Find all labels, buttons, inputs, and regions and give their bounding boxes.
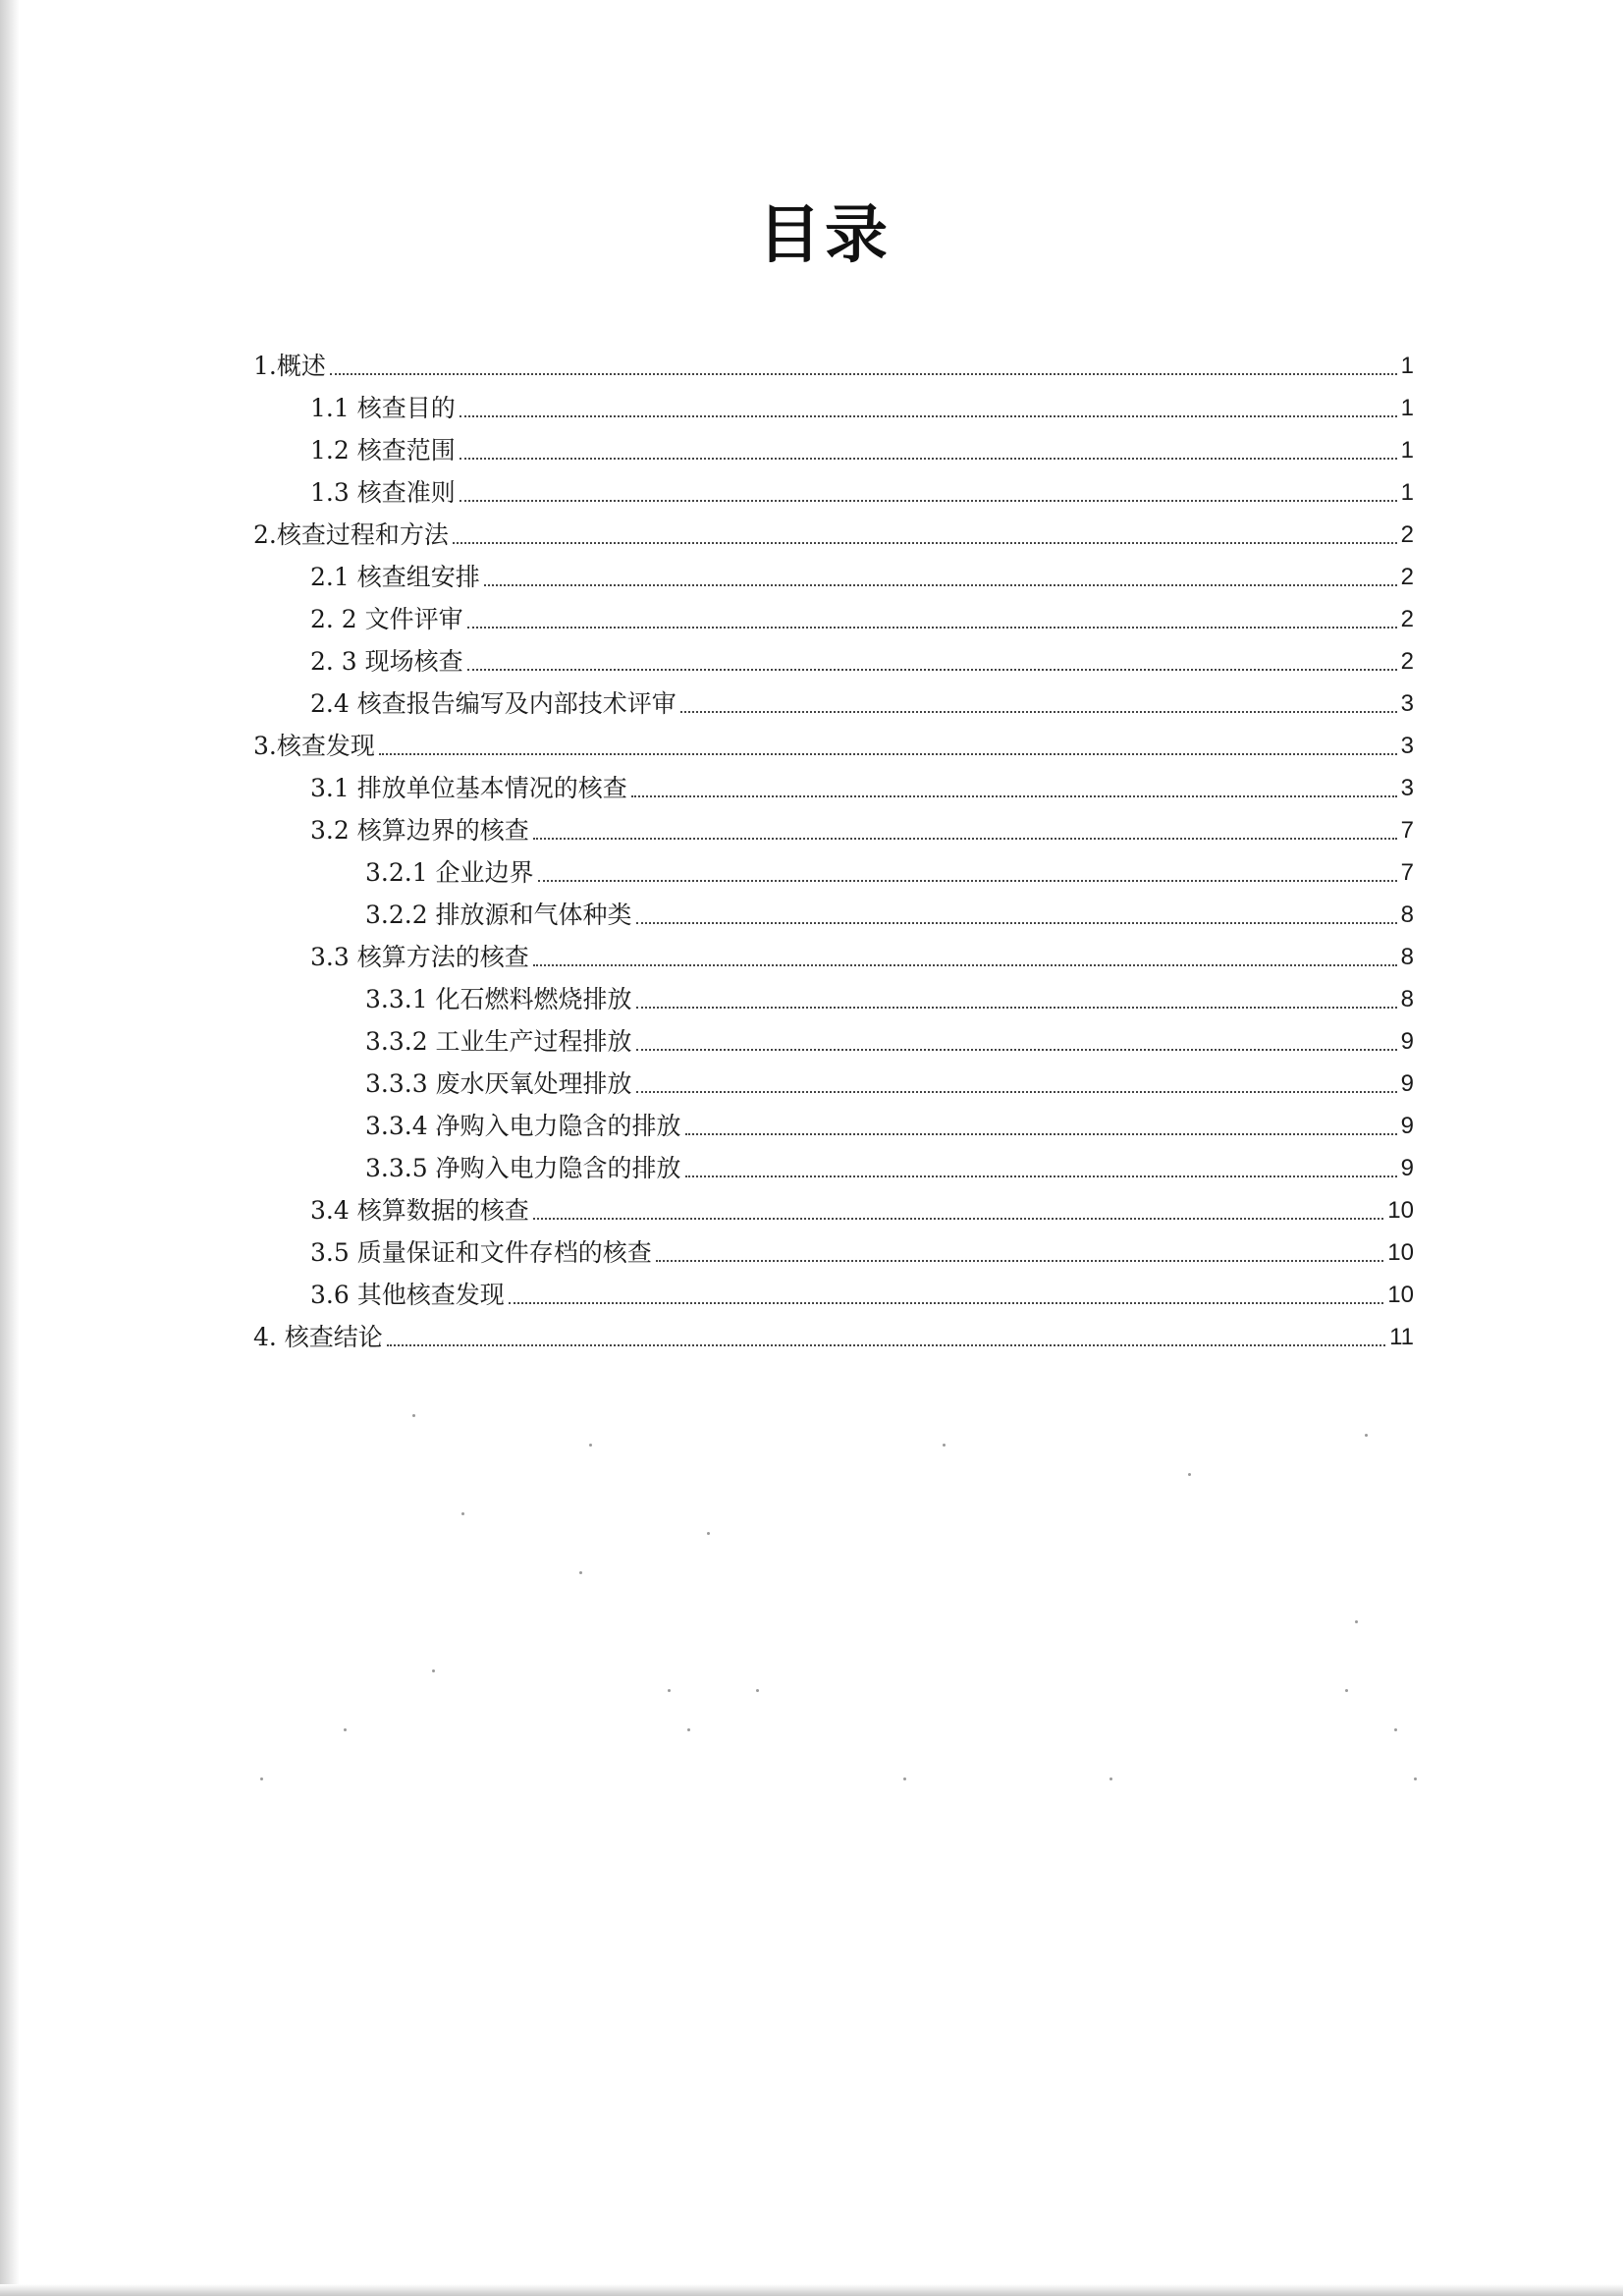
toc-entry-page: 9 bbox=[1400, 1070, 1414, 1097]
toc-entry-label: 3.4 核算数据的核查 bbox=[310, 1196, 529, 1225]
scan-speck bbox=[412, 1414, 415, 1417]
toc-leader-dots bbox=[330, 373, 1397, 375]
scan-speck bbox=[903, 1777, 906, 1780]
toc-entry[interactable] bbox=[253, 381, 1414, 423]
toc-leader-dots bbox=[538, 880, 1397, 882]
toc-entry-label: 3.核查发现 bbox=[253, 732, 375, 760]
toc-entry-label: 3.3.4 净购入电力隐含的排放 bbox=[365, 1112, 681, 1140]
page-title: 目录 bbox=[758, 199, 892, 272]
toc-entry-label: 2.4 核查报告编写及内部技术评审 bbox=[310, 689, 676, 718]
toc-leader-dots bbox=[533, 964, 1397, 966]
toc-entry-page: 9 bbox=[1400, 1113, 1414, 1139]
toc-entry-page: 1 bbox=[1400, 395, 1414, 421]
scan-speck bbox=[1414, 1777, 1417, 1780]
toc-entry-label: 1.概述 bbox=[253, 352, 326, 380]
toc-entry-label: 3.2.2 排放源和气体种类 bbox=[365, 901, 632, 929]
toc-entry-page: 3 bbox=[1400, 690, 1414, 717]
toc-entry[interactable] bbox=[253, 1141, 1414, 1183]
toc-entry-page: 7 bbox=[1400, 817, 1414, 844]
toc-entry-page: 8 bbox=[1400, 902, 1414, 928]
toc-entry-page: 10 bbox=[1387, 1197, 1414, 1224]
toc-entry-page: 10 bbox=[1387, 1239, 1414, 1266]
toc-entry-label: 2.1 核查组安排 bbox=[310, 563, 480, 591]
toc-leader-dots bbox=[685, 1133, 1397, 1135]
toc-entry-page: 3 bbox=[1400, 733, 1414, 759]
toc-entry-label: 3.2 核算边界的核查 bbox=[310, 816, 529, 845]
toc-leader-dots bbox=[636, 922, 1397, 924]
toc-entry-page: 3 bbox=[1400, 775, 1414, 801]
scan-speck bbox=[707, 1532, 710, 1535]
scan-speck bbox=[579, 1571, 582, 1574]
toc-entry[interactable] bbox=[253, 634, 1414, 677]
scan-speck bbox=[668, 1689, 671, 1692]
toc-entry[interactable] bbox=[253, 423, 1414, 465]
toc-leader-dots bbox=[387, 1344, 1385, 1346]
scan-edge-shadow bbox=[0, 0, 20, 2296]
toc-entry-page: 10 bbox=[1387, 1282, 1414, 1308]
scan-speck bbox=[344, 1728, 347, 1731]
toc-entry-label: 1.2 核查范围 bbox=[310, 436, 456, 465]
toc-entry-label: 3.2.1 企业边界 bbox=[365, 858, 534, 887]
toc-entry[interactable] bbox=[253, 677, 1414, 719]
toc-entry-label: 3.5 质量保证和文件存档的核查 bbox=[310, 1238, 652, 1267]
toc-entry[interactable] bbox=[253, 1057, 1414, 1099]
toc-entry-page: 11 bbox=[1389, 1324, 1414, 1350]
toc-entry[interactable] bbox=[253, 761, 1414, 803]
toc-entry[interactable] bbox=[253, 1310, 1414, 1352]
toc-entry-page: 2 bbox=[1400, 606, 1414, 632]
toc-entry-page: 2 bbox=[1400, 521, 1414, 548]
scan-speck bbox=[1394, 1728, 1397, 1731]
scan-bottom-shadow bbox=[0, 2284, 1623, 2296]
toc-leader-dots bbox=[460, 415, 1397, 417]
toc-leader-dots bbox=[685, 1175, 1397, 1177]
toc-entry-label: 4. 核查结论 bbox=[253, 1323, 383, 1351]
toc-entry[interactable] bbox=[253, 1014, 1414, 1057]
toc-leader-dots bbox=[379, 753, 1397, 755]
scan-speck bbox=[756, 1689, 759, 1692]
scan-speck bbox=[1355, 1620, 1358, 1623]
scan-speck bbox=[461, 1512, 464, 1515]
toc-entry-page: 7 bbox=[1400, 859, 1414, 886]
toc-leader-dots bbox=[453, 542, 1397, 544]
toc-entry-label: 3.3.5 净购入电力隐含的排放 bbox=[365, 1154, 681, 1182]
scan-speck bbox=[1109, 1777, 1112, 1780]
scan-speck bbox=[260, 1777, 263, 1780]
toc-entry-label: 2.核查过程和方法 bbox=[253, 520, 449, 549]
scan-speck bbox=[1365, 1434, 1368, 1437]
toc-entry[interactable] bbox=[253, 465, 1414, 508]
toc-leader-dots bbox=[636, 1049, 1397, 1051]
toc-entry-page: 2 bbox=[1400, 564, 1414, 590]
toc-entry[interactable] bbox=[253, 1099, 1414, 1141]
toc-entry-page: 1 bbox=[1400, 437, 1414, 464]
scan-speck bbox=[687, 1728, 690, 1731]
toc-leader-dots bbox=[636, 1007, 1397, 1009]
toc-entry-page: 8 bbox=[1400, 986, 1414, 1012]
toc-entry[interactable] bbox=[253, 1268, 1414, 1310]
toc-entry[interactable] bbox=[253, 846, 1414, 888]
toc-entry[interactable] bbox=[253, 803, 1414, 846]
scan-speck bbox=[432, 1669, 435, 1672]
toc-entry-label: 3.3 核算方法的核查 bbox=[310, 943, 529, 971]
toc-leader-dots bbox=[460, 500, 1397, 502]
toc-entry-page: 8 bbox=[1400, 944, 1414, 970]
scan-speck bbox=[943, 1444, 946, 1447]
toc-entry[interactable] bbox=[253, 888, 1414, 930]
toc-entry-label: 2. 3 现场核查 bbox=[310, 647, 463, 676]
toc-entry[interactable] bbox=[253, 339, 1414, 381]
toc-entry-label: 3.3.1 化石燃料燃烧排放 bbox=[365, 985, 632, 1013]
toc-entry-page: 9 bbox=[1400, 1155, 1414, 1181]
toc-entry[interactable] bbox=[253, 1226, 1414, 1268]
toc-entry[interactable] bbox=[253, 1183, 1414, 1226]
toc-entry-page: 1 bbox=[1400, 353, 1414, 379]
toc-entry-label: 3.1 排放单位基本情况的核查 bbox=[310, 774, 627, 802]
toc-leader-dots bbox=[467, 627, 1397, 629]
toc-leader-dots bbox=[533, 838, 1397, 840]
scan-speck bbox=[1188, 1473, 1191, 1476]
toc-entry-label: 1.1 核查目的 bbox=[310, 394, 456, 422]
toc-entry[interactable] bbox=[253, 972, 1414, 1014]
toc-leader-dots bbox=[656, 1260, 1384, 1262]
toc-leader-dots bbox=[533, 1218, 1384, 1220]
toc-entry-label: 1.3 核查准则 bbox=[310, 478, 456, 507]
toc-entry[interactable] bbox=[253, 592, 1414, 634]
toc-entry-page: 1 bbox=[1400, 479, 1414, 506]
toc-leader-dots bbox=[467, 669, 1397, 671]
toc-leader-dots bbox=[509, 1302, 1384, 1304]
toc-leader-dots bbox=[460, 458, 1397, 460]
toc-entry-label: 3.3.3 废水厌氧处理排放 bbox=[365, 1069, 632, 1098]
toc-entry-page: 2 bbox=[1400, 648, 1414, 675]
toc-entry-label: 3.6 其他核查发现 bbox=[310, 1281, 505, 1309]
toc-leader-dots bbox=[680, 711, 1397, 713]
toc-entry[interactable] bbox=[253, 719, 1414, 761]
toc-leader-dots bbox=[636, 1091, 1397, 1093]
table-of-contents bbox=[253, 339, 1414, 1352]
toc-leader-dots bbox=[484, 584, 1397, 586]
scan-speck bbox=[589, 1444, 592, 1447]
scan-speck bbox=[1345, 1689, 1348, 1692]
toc-entry-page: 9 bbox=[1400, 1028, 1414, 1055]
toc-entry[interactable] bbox=[253, 930, 1414, 972]
toc-entry-label: 3.3.2 工业生产过程排放 bbox=[365, 1027, 632, 1056]
toc-entry[interactable] bbox=[253, 550, 1414, 592]
toc-entry-label: 2. 2 文件评审 bbox=[310, 605, 463, 633]
toc-leader-dots bbox=[631, 795, 1397, 797]
toc-entry[interactable] bbox=[253, 508, 1414, 550]
